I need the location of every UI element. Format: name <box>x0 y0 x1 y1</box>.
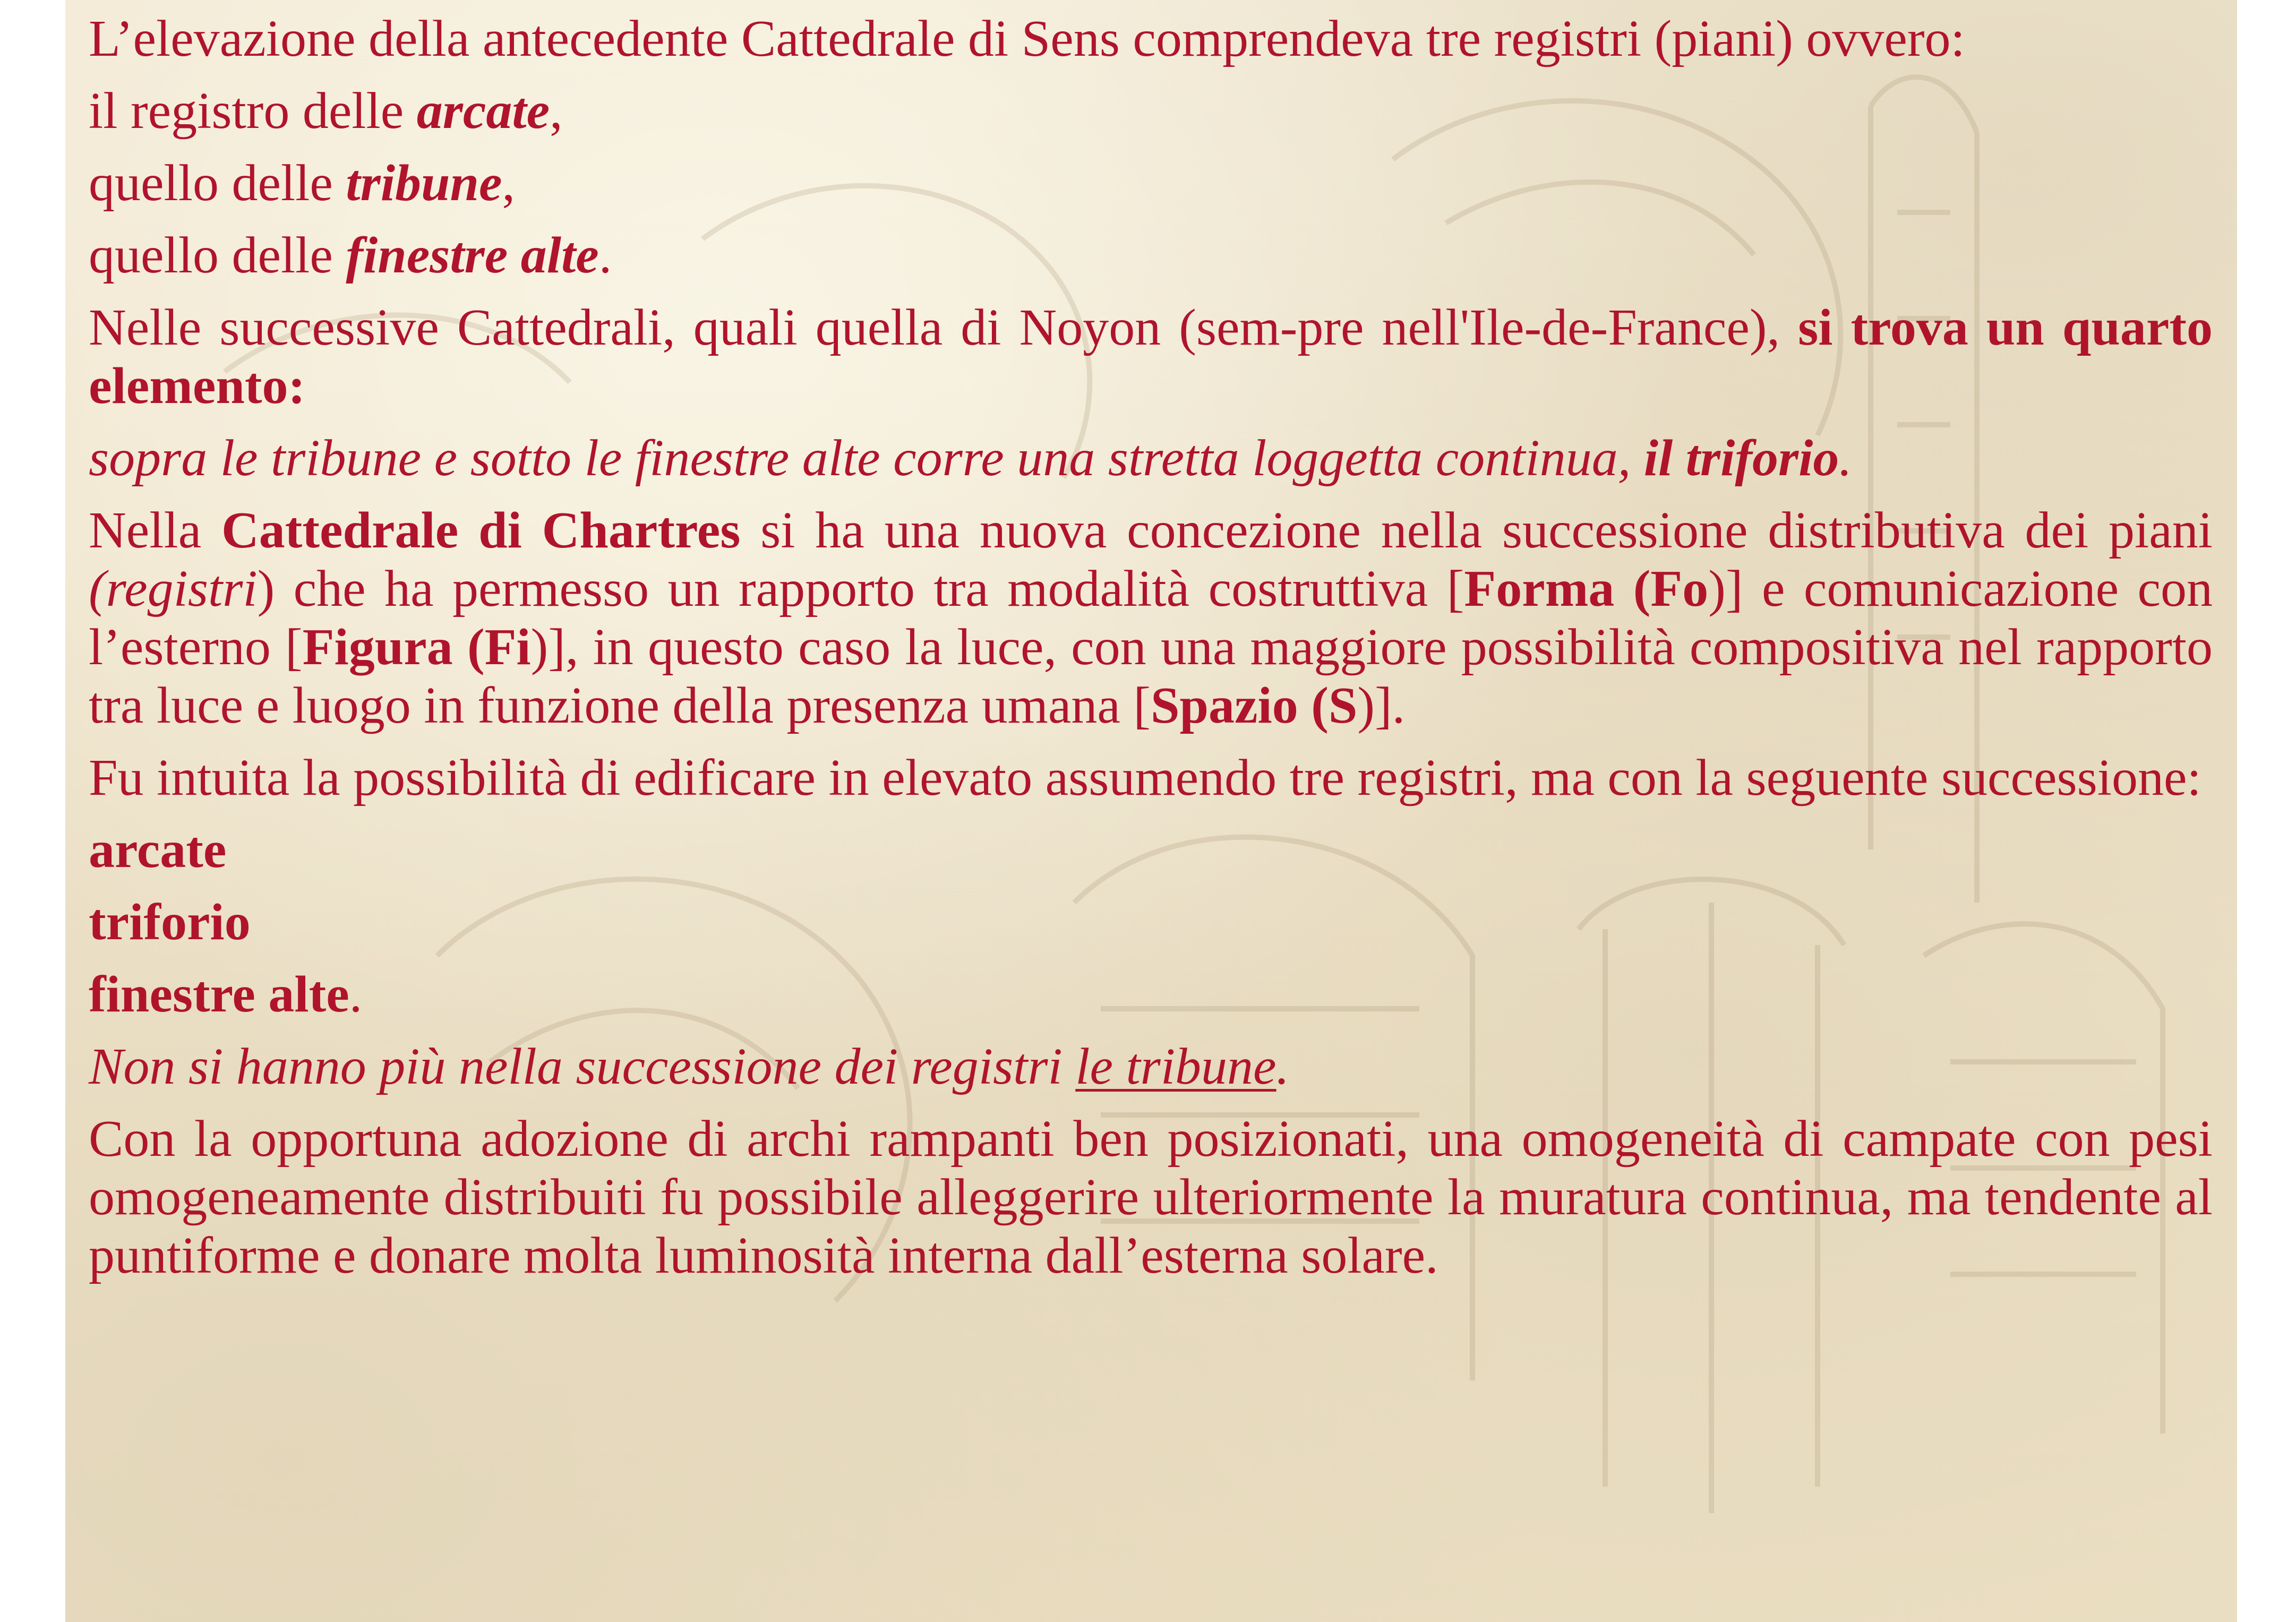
list-item-arcate <box>89 82 2213 140</box>
term-finestre-alte: finestre alte <box>346 227 599 284</box>
term-forma: Forma (Fo <box>1464 560 1709 617</box>
list-item-prefix: quello delle <box>89 155 346 212</box>
underlined-le-tribune: le tribune <box>1075 1038 1276 1095</box>
punctuation: . <box>1276 1038 1290 1095</box>
text-segment: )], in questo caso la luce, con una maggiore possibilità compositiva nel rapporto tra luce e luogo in funzione della presenza umana [ <box>89 619 2213 734</box>
paragraph-no-tribune <box>89 1037 2213 1096</box>
term-tribune: tribune <box>346 155 502 212</box>
text-segment: )] e comunicazione con l’esterno [ <box>89 560 2213 676</box>
list-item-tribune <box>89 154 2213 212</box>
punctuation: . <box>598 227 612 284</box>
paragraph-text: Nelle successive Cattedrali, quali quella di Noyon (sem-pre nell'Ile-de-France), <box>89 299 1798 356</box>
italic-text: Non si hanno più nella successione dei registri <box>89 1038 1076 1095</box>
paragraph-text: Fu intuita la possibilità di edificare in elevato assumendo tre registri, ma con la seguente successione: <box>89 749 2201 806</box>
punctuation: , <box>502 155 516 212</box>
term-arcate: arcate <box>89 821 227 879</box>
punctuation: . <box>1839 430 1852 487</box>
list-item-arcate-bold <box>89 821 2213 879</box>
paragraph-triforio-definition <box>89 429 2213 487</box>
parchment-background <box>65 0 2237 1622</box>
text-segment: )]. <box>1357 677 1406 734</box>
paragraph-archi-rampanti <box>89 1110 2213 1285</box>
term-triforio: triforio <box>89 894 251 951</box>
term-figura: Figura (Fi <box>302 619 531 676</box>
list-item-prefix: il registro delle <box>89 82 417 140</box>
paragraph-text: Con la opportuna adozione di archi rampanti ben posizionati, una omogeneità di campate con pesi omogeneamente distribuiti fu possibile alleggerire ulteriormente la muratura continua, ma tendente al puntiforme e donare molta luminosità interna dall’esterna solare. <box>89 1110 2213 1284</box>
emphasis-quarto-elemento: si trova un quarto elemento: <box>89 299 2213 415</box>
document-body <box>89 10 2213 1299</box>
term-finestre-alte: finestre alte <box>89 966 349 1023</box>
italic-text: sopra le tribune e sotto le finestre alte corre una stretta loggetta continua, <box>89 430 1644 487</box>
text-segment: ) che ha permesso un rapporto tra modalità costruttiva [ <box>257 560 1464 617</box>
list-item-finestre-alte <box>89 226 2213 285</box>
punctuation: . <box>349 966 363 1023</box>
list-item-triforio-bold <box>89 893 2213 951</box>
paragraph-successione <box>89 749 2213 807</box>
italic-registri: (registri <box>89 560 258 617</box>
term-triforio: il triforio <box>1643 430 1839 487</box>
list-item-prefix: quello delle <box>89 227 346 284</box>
term-spazio: Spazio (S <box>1150 677 1358 734</box>
list-item-finestre-alte-bold <box>89 965 2213 1024</box>
term-cattedrale-chartres: Cattedrale di Chartres <box>221 502 741 559</box>
punctuation: , <box>550 82 563 140</box>
paragraph-sens-elevation <box>89 10 2213 68</box>
paragraph-text: L’elevazione della antecedente Cattedrale di Sens comprendeva tre registri (piani) ovvero: <box>89 10 1965 67</box>
term-arcate: arcate <box>416 82 550 140</box>
paragraph-chartres <box>89 501 2213 735</box>
paragraph-noyon <box>89 298 2213 415</box>
text-segment: Nella <box>89 502 222 559</box>
text-segment: si ha una nuova concezione nella successione distributiva dei piani <box>740 502 2213 559</box>
